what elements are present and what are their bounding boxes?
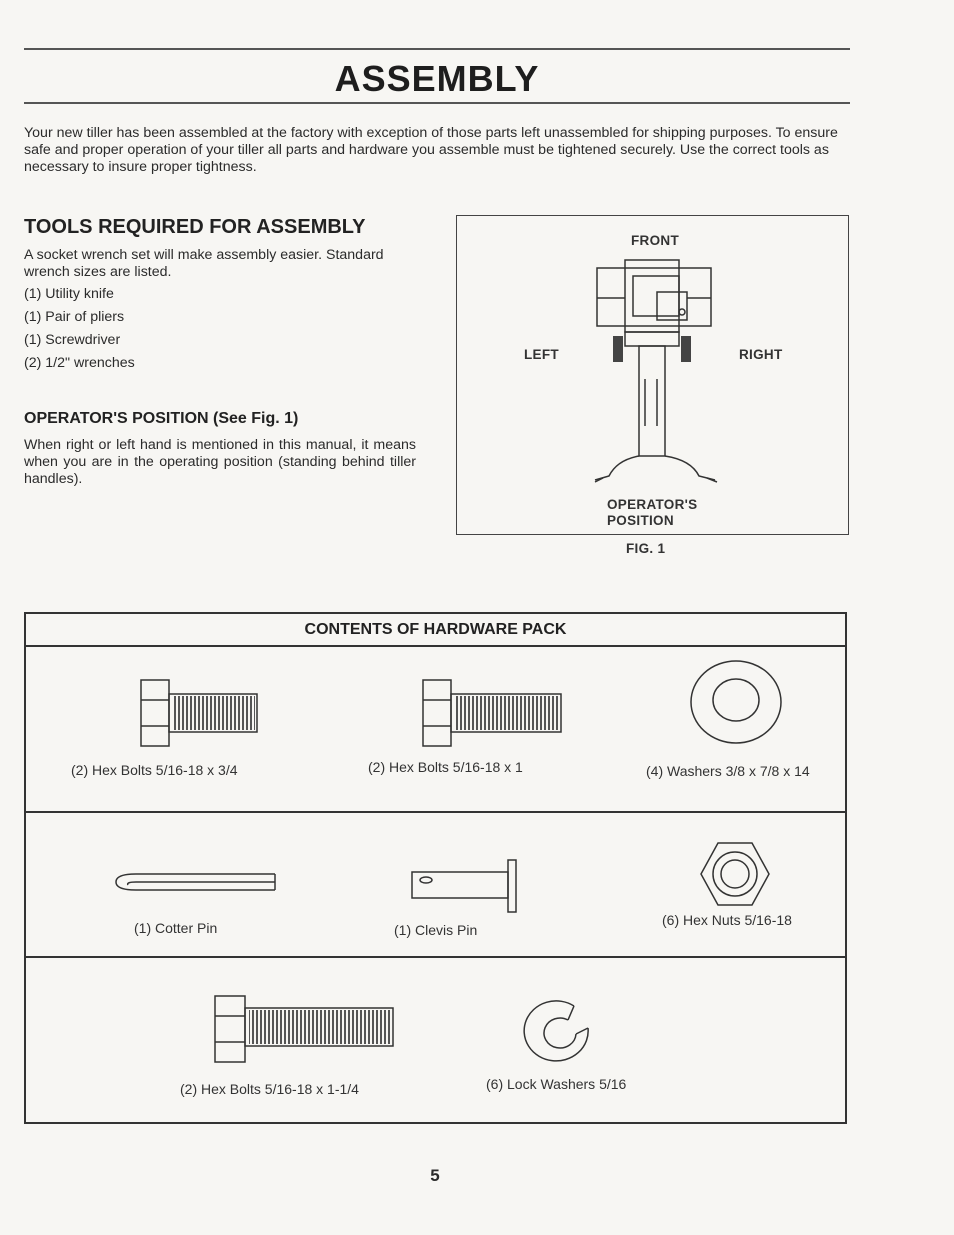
hex-bolt-short-icon: [138, 678, 262, 748]
tool-item: (1) Utility knife: [24, 286, 114, 302]
clevis-pin-icon: [410, 858, 520, 914]
item-hex-bolt-1-1-4: (2) Hex Bolts 5/16-18 x 1-1/4: [180, 1081, 359, 1097]
hex-nut-icon: [698, 840, 772, 908]
tool-item: (1) Screwdriver: [24, 332, 121, 348]
row-divider: [26, 811, 845, 813]
left-label: LEFT: [524, 347, 559, 362]
right-label: RIGHT: [739, 347, 783, 362]
page-number: 5: [430, 1166, 440, 1185]
tool-item: (2) 1/2" wrenches: [24, 355, 135, 371]
tools-description: A socket wrench set will make assembly easier. Standard wrench sizes are listed.: [24, 247, 384, 280]
item-hex-bolt-1: (2) Hex Bolts 5/16-18 x 1: [368, 759, 523, 775]
item-clevis-pin: (1) Clevis Pin: [394, 922, 478, 938]
tool-item: (1) Pair of pliers: [24, 309, 125, 325]
top-rule: [24, 48, 850, 50]
item-hex-nuts: (6) Hex Nuts 5/16-18: [662, 912, 792, 928]
item-cotter-pin: (1) Cotter Pin: [134, 920, 218, 936]
hardware-pack-table: [24, 612, 847, 1124]
operator-label-line2: POSITION: [607, 513, 674, 528]
item-washers: (4) Washers 3/8 x 7/8 x 14: [646, 763, 810, 779]
tools-heading: TOOLS REQUIRED FOR ASSEMBLY: [24, 216, 366, 238]
item-hex-bolt-3-4: (2) Hex Bolts 5/16-18 x 3/4: [71, 762, 238, 778]
front-label: FRONT: [631, 233, 679, 248]
flat-washer-icon: [688, 658, 784, 746]
operator-heading: OPERATOR'S POSITION (See Fig. 1): [24, 410, 299, 427]
title-underline: [24, 102, 850, 104]
hex-bolt-medium-icon: [420, 678, 566, 748]
row-divider: [26, 956, 845, 958]
tiller-top-view-diagram: [587, 254, 727, 494]
tools-list: [24, 286, 135, 378]
lock-washer-icon: [522, 998, 596, 1068]
item-lock-washers: (6) Lock Washers 5/16: [486, 1076, 627, 1092]
hex-bolt-long-icon: [212, 994, 398, 1064]
operator-text: When right or left hand is mentioned in this manual, it means when you are in the operating position (standing behind tiller handles).: [24, 437, 416, 487]
intro-paragraph: Your new tiller has been assembled at the factory with exception of those parts left unassembled for shipping purposes. To ensure safe and proper operation of your tiller all parts and hardware you assemble must be tightened securely. Use the correct tools as necessary to insure proper tightness.: [24, 125, 838, 175]
figure-1: [456, 215, 849, 535]
figure-caption: FIG. 1: [626, 541, 666, 556]
hardware-heading: CONTENTS OF HARDWARE PACK: [304, 621, 567, 638]
cotter-pin-icon: [110, 868, 280, 898]
page-title: ASSEMBLY: [334, 58, 540, 99]
operator-label-line1: OPERATOR'S: [607, 497, 698, 512]
hardware-header: [26, 614, 845, 647]
